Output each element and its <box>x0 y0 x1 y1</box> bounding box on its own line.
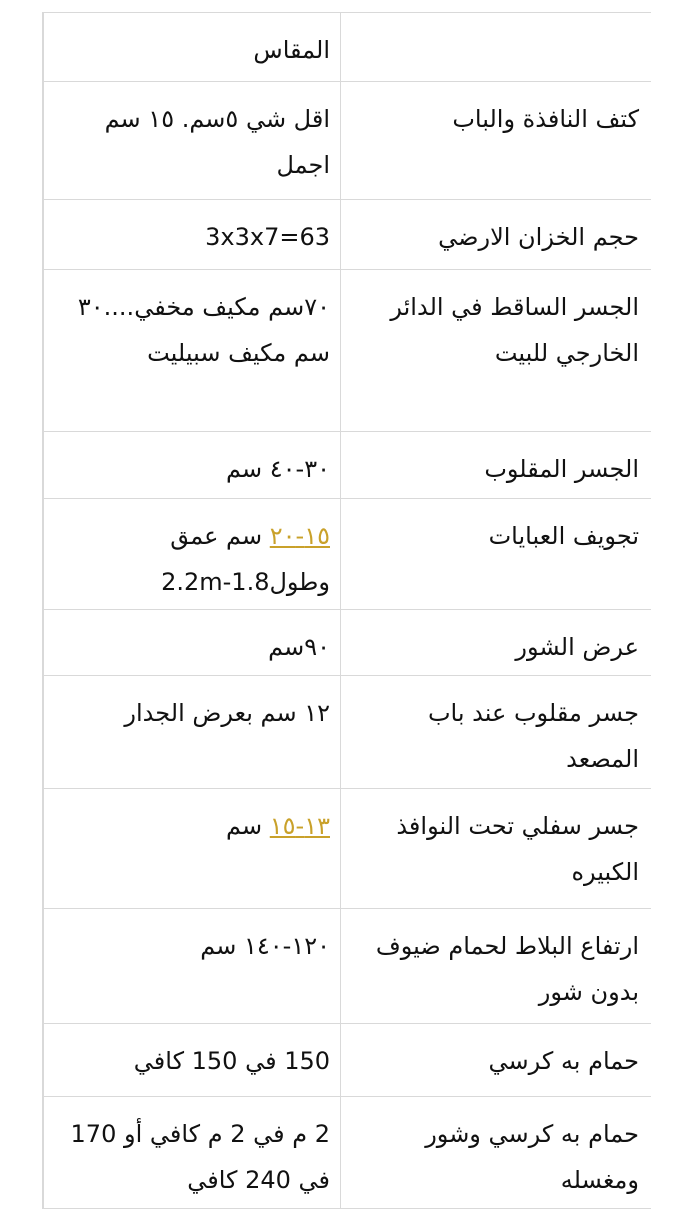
row-value <box>43 789 340 908</box>
row-label: الجسر المقلوب <box>340 432 651 498</box>
row-value: ١٢٠-١٤٠ سم <box>43 909 340 1023</box>
row-label: حجم الخزان الارضي <box>340 200 651 269</box>
row-value: ٩٠سم <box>43 610 340 675</box>
row-value: 150 في 150 كافي <box>43 1024 340 1096</box>
table-row <box>43 432 651 499</box>
row-label: حمام به كرسي وشور ومغسله <box>340 1097 651 1208</box>
row-label: كتف النافذة والباب <box>340 82 651 199</box>
table-row <box>43 789 651 909</box>
row-label: حمام به كرسي <box>340 1024 651 1096</box>
row-value <box>43 200 340 269</box>
row-value: ٣٠-٤٠ سم <box>43 432 340 498</box>
column-header-size: المقاس <box>43 13 340 81</box>
table-row <box>43 13 651 82</box>
row-label: الجسر الساقط في الدائر الخارجي للبيت <box>340 270 651 431</box>
row-value: 2 م في 2 م كافي أو 170 في 240 كافي <box>43 1097 340 1208</box>
table-row <box>43 1097 651 1209</box>
table-row <box>43 82 651 200</box>
table-row <box>43 1024 651 1097</box>
range-link[interactable]: ١٣-١٥ <box>269 812 330 840</box>
row-label: ارتفاع البلاط لحمام ضيوف بدون شور <box>340 909 651 1023</box>
row-label: تجويف العبايات <box>340 499 651 609</box>
row-label <box>340 13 651 81</box>
row-label: جسر سفلي تحت النوافذ الكبيره <box>340 789 651 908</box>
row-value: ٧٠سم مكيف مخفي....٣٠ سم مكيف سبيليت <box>43 270 340 431</box>
row-value: اقل شي ٥سم. ١٥ سم اجمل <box>43 82 340 199</box>
row-label: جسر مقلوب عند باب المصعد <box>340 676 651 788</box>
table-row <box>43 499 651 610</box>
row-value: ١٢ سم بعرض الجدار <box>43 676 340 788</box>
table-row <box>43 270 651 432</box>
row-label: عرض الشور <box>340 610 651 675</box>
table-row <box>43 676 651 789</box>
row-value-text: سم <box>226 812 270 840</box>
measurements-table <box>42 12 651 1209</box>
table-row <box>43 610 651 676</box>
row-value-text: 3x3x7=63 <box>205 223 330 251</box>
range-link[interactable]: ١٥-٢٠ <box>269 522 330 550</box>
row-value <box>43 499 340 609</box>
table-row <box>43 200 651 270</box>
table-row <box>43 909 651 1024</box>
row-value-text: سم عمق وطول1.8-2.2m <box>161 522 330 596</box>
